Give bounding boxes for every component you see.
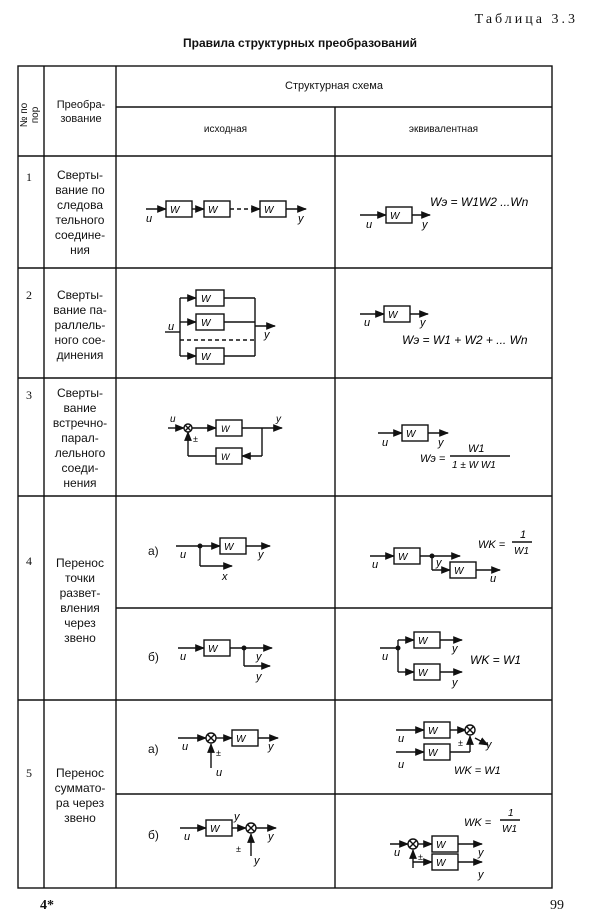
footer-mark: 4* bbox=[40, 898, 54, 913]
svg-text:W1: W1 bbox=[514, 546, 529, 557]
svg-text:W1: W1 bbox=[502, 824, 517, 835]
svg-text:W: W bbox=[418, 636, 428, 647]
diagram-row4a-original bbox=[176, 538, 270, 583]
svg-text:y: y bbox=[478, 869, 484, 881]
diagram-row2-equivalent bbox=[360, 306, 528, 347]
svg-text:W: W bbox=[224, 542, 234, 553]
svg-text:y: y bbox=[478, 847, 484, 859]
diagram-row3-equivalent bbox=[378, 425, 510, 471]
svg-text:Wэ =: Wэ = bbox=[420, 453, 446, 465]
col-header-equivalent: эквивалентная bbox=[408, 124, 479, 135]
svg-text:WK = W1: WK = W1 bbox=[470, 653, 522, 667]
svg-text:u: u bbox=[394, 847, 401, 859]
svg-text:x: x bbox=[222, 571, 228, 583]
svg-text:u: u bbox=[180, 549, 187, 561]
svg-text:y: y bbox=[420, 317, 426, 329]
svg-text:u: u bbox=[182, 741, 189, 753]
svg-text:y: y bbox=[256, 671, 262, 683]
col-header-original: исходная bbox=[203, 124, 248, 135]
diagram-row1-equivalent bbox=[360, 195, 529, 231]
svg-text:u: u bbox=[180, 651, 187, 663]
svg-text:W: W bbox=[210, 824, 220, 835]
svg-text:W: W bbox=[201, 294, 211, 305]
svg-text:W: W bbox=[221, 424, 230, 434]
svg-text:u: u bbox=[216, 767, 223, 779]
col-header-scheme: Структурная схема bbox=[285, 80, 383, 92]
svg-text:W: W bbox=[388, 310, 398, 321]
row-number: 5 bbox=[26, 766, 32, 780]
svg-text:1 ± W W1: 1 ± W W1 bbox=[452, 460, 496, 471]
svg-text:W: W bbox=[221, 452, 230, 462]
svg-text:y: y bbox=[268, 831, 274, 843]
svg-text:u: u bbox=[398, 733, 405, 745]
svg-text:u: u bbox=[398, 759, 405, 771]
sub-label-b: б) bbox=[148, 650, 159, 664]
svg-text:W: W bbox=[264, 205, 274, 216]
svg-text:W: W bbox=[208, 644, 218, 655]
svg-text:u: u bbox=[146, 213, 153, 225]
svg-text:W: W bbox=[201, 352, 211, 363]
svg-text:W: W bbox=[406, 429, 416, 440]
svg-text:y: y bbox=[256, 651, 262, 663]
diagram-row5a-original bbox=[178, 730, 278, 779]
svg-text:Wэ = W1W2 ...Wn: Wэ = W1W2 ...Wn bbox=[430, 195, 529, 209]
row-number: 4 bbox=[26, 554, 32, 568]
svg-text:u: u bbox=[170, 414, 176, 425]
svg-text:y: y bbox=[234, 811, 240, 823]
svg-text:W: W bbox=[390, 211, 400, 222]
page-number: 99 bbox=[550, 898, 564, 913]
svg-text:W: W bbox=[436, 858, 446, 869]
svg-text:y: y bbox=[436, 557, 442, 569]
row-name: Сверты- вание па- раллель- ного сое- динения bbox=[53, 288, 107, 362]
diagram-row3-original bbox=[168, 414, 282, 464]
svg-text:W: W bbox=[436, 840, 446, 851]
page-title: Правила структурных преобразований bbox=[183, 36, 417, 50]
svg-text:u: u bbox=[184, 831, 191, 843]
diagram-row4a-equivalent bbox=[370, 529, 532, 585]
diagram-row4b-equivalent bbox=[380, 632, 521, 689]
diagram-row5b-original bbox=[180, 811, 276, 867]
col-header-transform: Преобра- зование bbox=[56, 99, 106, 125]
svg-text:y: y bbox=[452, 677, 458, 689]
sub-label-b: б) bbox=[148, 828, 159, 842]
diagram-row1-original bbox=[146, 201, 306, 225]
svg-text:WK =: WK = bbox=[464, 817, 492, 829]
svg-text:u: u bbox=[168, 321, 175, 333]
svg-text:y: y bbox=[486, 739, 492, 751]
svg-text:y: y bbox=[254, 855, 260, 867]
row-number: 2 bbox=[26, 288, 32, 302]
svg-text:y: y bbox=[452, 643, 458, 655]
svg-text:y: y bbox=[276, 414, 281, 425]
svg-text:W: W bbox=[418, 668, 428, 679]
row-name: Перенос точки развет- вления через звено bbox=[56, 556, 104, 645]
svg-text:u: u bbox=[382, 437, 389, 449]
col-header-num: № по пор bbox=[19, 102, 41, 128]
svg-text:y: y bbox=[258, 549, 264, 561]
svg-text:y: y bbox=[264, 329, 270, 341]
diagram-row2-original bbox=[165, 290, 275, 364]
svg-text:y: y bbox=[438, 437, 444, 449]
svg-text:W: W bbox=[428, 748, 438, 759]
table-label: Таблица 3.3 bbox=[474, 12, 578, 27]
svg-text:W: W bbox=[398, 552, 408, 563]
svg-text:1: 1 bbox=[508, 808, 514, 819]
svg-text:±: ± bbox=[458, 738, 463, 748]
svg-text:W: W bbox=[454, 566, 464, 577]
row-name: Сверты- вание по следова тельного соедине- ния bbox=[54, 168, 106, 257]
svg-text:W: W bbox=[428, 726, 438, 737]
svg-text:±: ± bbox=[216, 748, 221, 758]
row-number: 3 bbox=[26, 388, 32, 402]
row-name: Перенос суммато- ра через звено bbox=[54, 766, 106, 825]
svg-text:WK = W1: WK = W1 bbox=[454, 765, 501, 777]
diagram-row5a-equivalent bbox=[396, 722, 501, 777]
svg-text:W: W bbox=[208, 205, 218, 216]
svg-text:±: ± bbox=[418, 852, 423, 862]
svg-text:u: u bbox=[364, 317, 371, 329]
svg-text:y: y bbox=[298, 213, 304, 225]
svg-text:u: u bbox=[372, 559, 379, 571]
svg-text:±: ± bbox=[236, 844, 241, 854]
sub-label-a: а) bbox=[148, 742, 159, 756]
svg-text:u: u bbox=[382, 651, 389, 663]
svg-text:u: u bbox=[366, 219, 373, 231]
svg-text:W1: W1 bbox=[468, 443, 485, 455]
svg-text:y: y bbox=[268, 741, 274, 753]
svg-text:W: W bbox=[236, 734, 246, 745]
svg-text:Wэ = W1 + W2 + ... Wn: Wэ = W1 + W2 + ... Wn bbox=[402, 333, 528, 347]
svg-text:y: y bbox=[422, 219, 428, 231]
svg-text:u: u bbox=[490, 573, 497, 585]
row-number: 1 bbox=[26, 170, 32, 184]
diagram-row4b-original bbox=[178, 640, 272, 683]
row-name: Сверты- вание встречно- парал- лельного соеди- нения bbox=[52, 386, 108, 490]
svg-text:±: ± bbox=[193, 434, 198, 444]
svg-text:1: 1 bbox=[520, 529, 527, 541]
sub-label-a: а) bbox=[148, 544, 159, 558]
diagram-row5b-equivalent bbox=[390, 808, 520, 881]
svg-text:W: W bbox=[170, 205, 180, 216]
svg-text:WK =: WK = bbox=[478, 539, 506, 551]
svg-text:W: W bbox=[201, 318, 211, 329]
